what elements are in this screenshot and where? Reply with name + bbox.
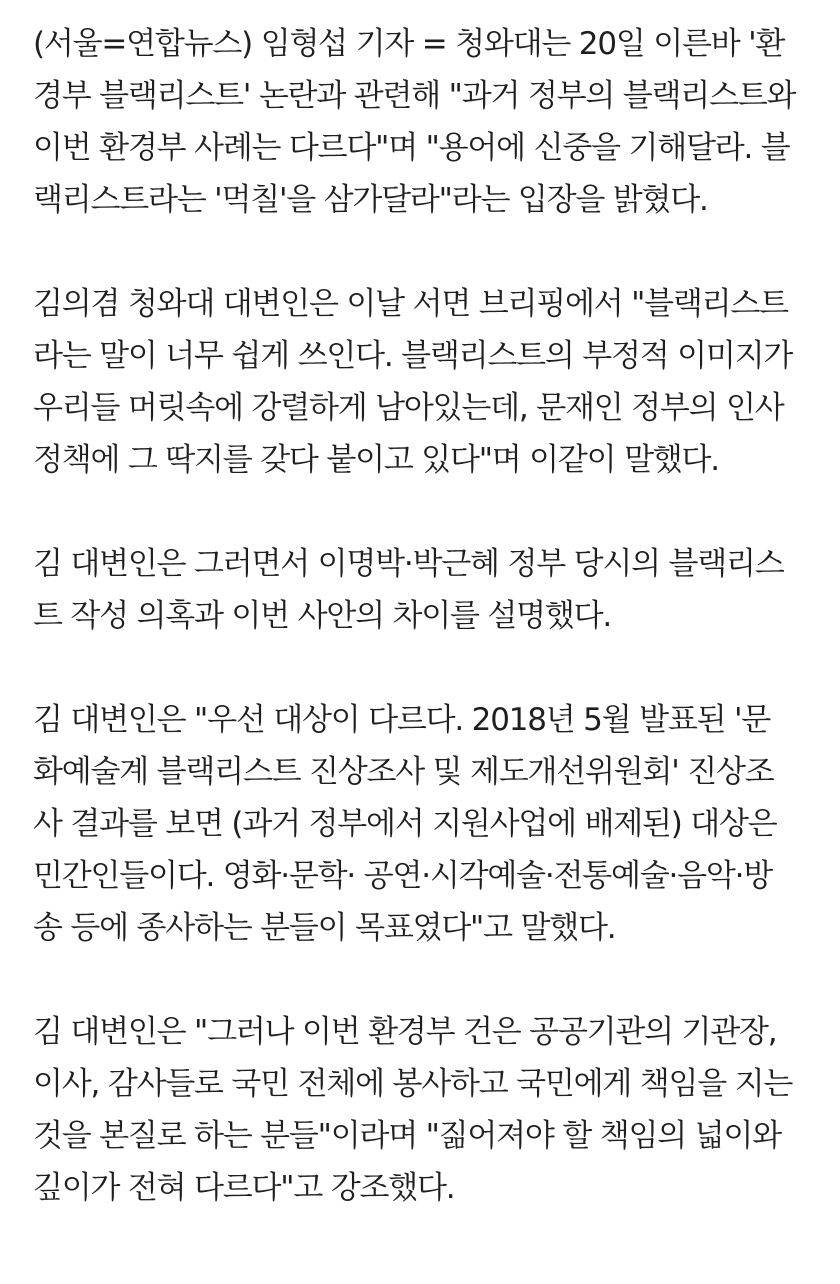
text-line: 트 작성 의혹과 이번 사안의 차이를 설명했다. [33, 598, 612, 634]
text-line: 이번 환경부 사례는 다르다"며 "용어에 신중을 기해달라. 블 [33, 130, 790, 166]
text-line: 화예술계 블랙리스트 진상조사 및 제도개선위원회' 진상조 [33, 754, 774, 790]
text-line: 것을 본질로 하는 분들"이라며 "짊어져야 할 책임의 넓이와 [33, 1118, 781, 1154]
text-line: 경부 블랙리스트' 논란과 관련해 "과거 정부의 블랙리스트와 [33, 78, 796, 114]
paragraph-4 [33, 694, 812, 954]
text-line: 김의겸 청와대 대변인은 이날 서면 브리핑에서 "블랙리스트 [33, 286, 788, 322]
text-line: 랙리스트라는 '먹칠'을 삼가달라"라는 입장을 밝혔다. [33, 182, 708, 218]
text-line: 라는 말이 너무 쉽게 쓰인다. 블랙리스트의 부정적 이미지가 [33, 338, 793, 374]
text-line: 깊이가 전혀 다르다"고 강조했다. [33, 1170, 455, 1206]
paragraph-5 [33, 1006, 812, 1214]
paragraph-1 [33, 18, 812, 226]
text-line: 김 대변인은 "그러나 이번 환경부 건은 공공기관의 기관장, [33, 1014, 777, 1050]
text-line: 이사, 감사들로 국민 전체에 봉사하고 국민에게 책임을 지는 [33, 1066, 793, 1102]
text-line: 김 대변인은 그러면서 이명박·박근혜 정부 당시의 블랙리스 [33, 546, 784, 582]
text-line: 송 등에 종사하는 분들이 목표였다"고 말했다. [33, 910, 616, 946]
paragraph-2 [33, 278, 812, 486]
text-line: (서울=연합뉴스) 임형섭 기자 = 청와대는 20일 이른바 '환 [33, 26, 785, 62]
text-line: 사 결과를 보면 (과거 정부에서 지원사업에 배제된) 대상은 [33, 806, 777, 842]
text-line: 김 대변인은 "우선 대상이 다르다. 2018년 5월 발표된 '문 [33, 702, 771, 738]
paragraph-3 [33, 538, 812, 642]
text-line: 정책에 그 딱지를 갖다 붙이고 있다"며 이같이 말했다. [33, 442, 719, 478]
text-line: 민간인들이다. 영화·문학· 공연·시각예술·전통예술·음악·방 [33, 858, 773, 894]
text-line: 우리들 머릿속에 강렬하게 남아있는데, 문재인 정부의 인사 [33, 390, 784, 426]
